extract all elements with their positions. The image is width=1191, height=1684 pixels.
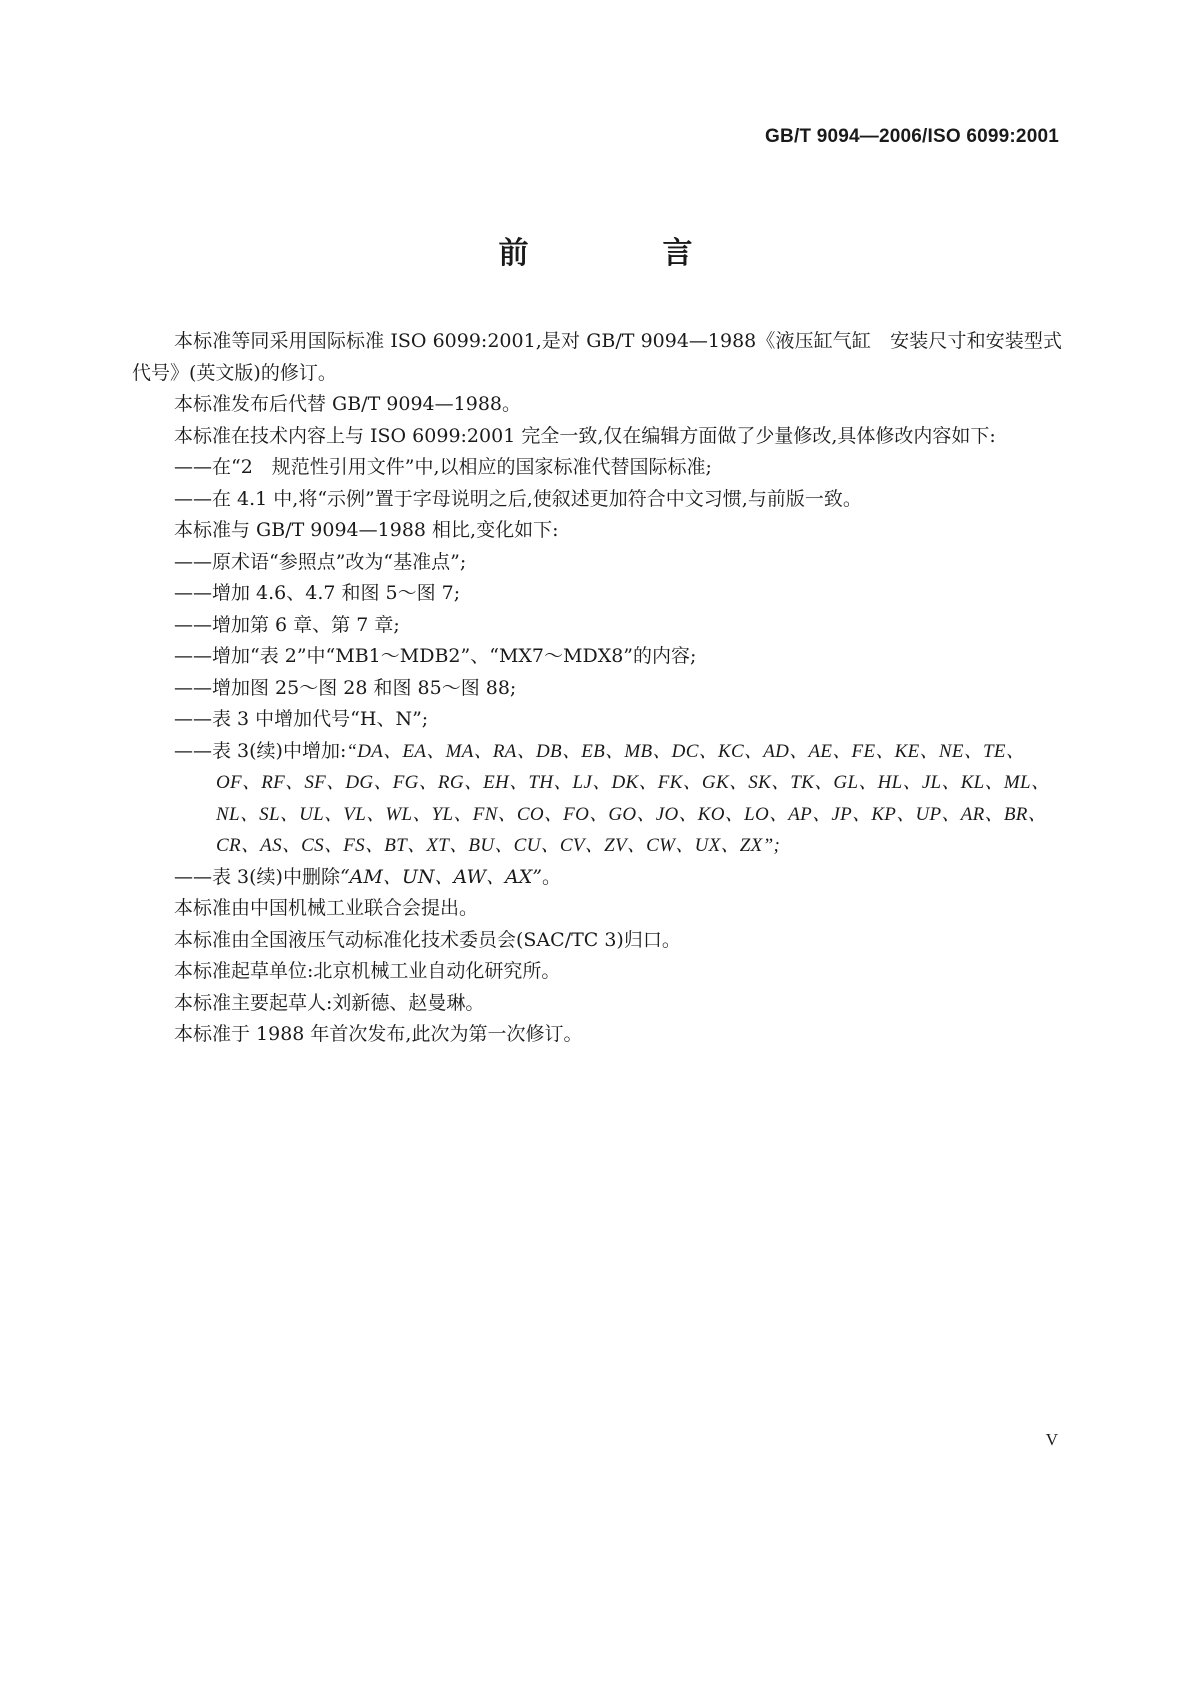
list-item-added-codes <box>132 736 1062 862</box>
list-item-prefix: ——表 3(续)中增加: <box>174 739 347 762</box>
list-item: ——表 3 中增加代号“H、N”; <box>174 708 429 730</box>
deleted-codes-list: “AM、UN、AW、AX” <box>339 865 542 888</box>
page-title: 前 言 <box>498 236 745 271</box>
list-item-suffix: 。 <box>541 865 561 888</box>
paragraph-replaces: 本标准发布后代替 GB/T 9094—1988。 <box>174 393 522 415</box>
paragraph-committee: 本标准由全国液压气动标准化技术委员会(SAC/TC 3)归口。 <box>174 928 681 951</box>
paragraph-changes: 本标准与 GB/T 9094—1988 相比,变化如下: <box>174 519 559 541</box>
list-item-deleted-codes <box>132 862 1062 894</box>
paragraph-adoption: 本标准等同采用国际标准 ISO 6099:2001,是对 GB/T 9094—1988《液压缸气缸 安装尺寸和安装型式代号》(英文版)的修订。 <box>132 330 1062 384</box>
list-item: ——原术语“参照点”改为“基准点”; <box>174 550 467 573</box>
paragraph-technical-content: 本标准在技术内容上与 ISO 6099:2001 完全一致,仅在编辑方面做了少量修改,具体修改内容如下: <box>174 424 996 447</box>
list-item: ——增加图 25～图 28 和图 85～图 88; <box>174 676 517 699</box>
list-item: ——增加“表 2”中“MB1～MDB2”、“MX7～MDX8”的内容; <box>174 645 697 667</box>
list-item: ——增加第 6 章、第 7 章; <box>174 613 400 636</box>
list-item: ——在 4.1 中,将“示例”置于字母说明之后,使叙述更加符合中文习惯,与前版一致。 <box>174 487 862 510</box>
standard-code: GB/T 9094—2006/ISO 6099:2001 <box>765 126 1059 147</box>
paragraph-drafting-unit: 本标准起草单位:北京机械工业自动化研究所。 <box>174 960 561 982</box>
list-item-prefix: ——表 3(续)中删除 <box>174 865 340 888</box>
foreword-body <box>132 326 1062 1051</box>
paragraph-proposer: 本标准由中国机械工业联合会提出。 <box>174 897 479 919</box>
paragraph-history: 本标准于 1988 年首次发布,此次为第一次修订。 <box>174 1023 583 1045</box>
paragraph-drafters: 本标准主要起草人:刘新德、赵曼琳。 <box>174 991 485 1014</box>
added-codes-list: “DA、EA、MA、RA、DB、EB、MB、DC、KC、AD、AE、FE、KE、NE、TE、OF、RF、SF、DG、FG、RG、EH、TH、LJ、DK、FK、GK、SK、TK、GL、HL、JL、KL、ML、NL、SL、UL、VL、WL、YL、FN、CO、FO、GO、JO、KO、LO、AP、JP、KP、UP、AR、BR、CR、AS、CS、FS、BT、XT、BU、CU、CV、ZV、CW、UX、ZX”; <box>216 740 1051 856</box>
list-item: ——增加 4.6、4.7 和图 5～图 7; <box>174 582 461 604</box>
page-number: V <box>1045 1430 1058 1449</box>
list-item: ——在“2 规范性引用文件”中,以相应的国家标准代替国际标准; <box>174 456 712 478</box>
